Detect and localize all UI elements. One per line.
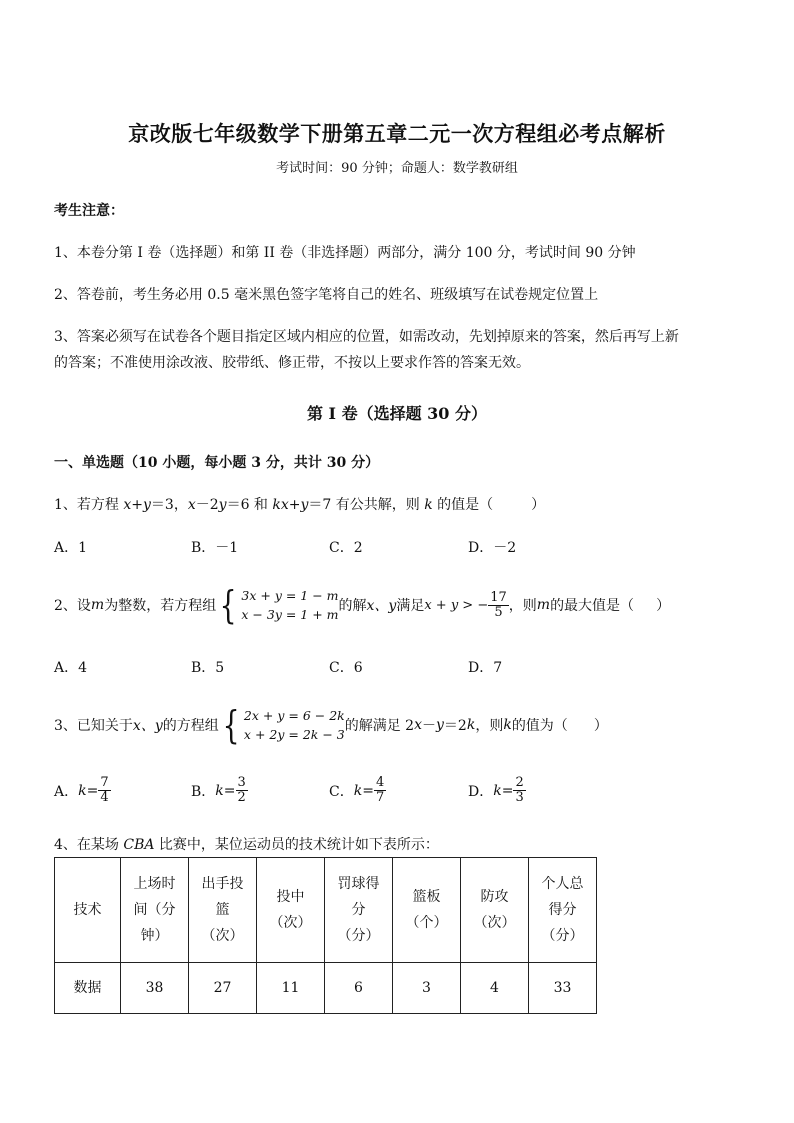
q1-k: k <box>424 497 433 513</box>
q3-option-d[interactable] <box>468 776 526 805</box>
frac-num: 2 <box>515 775 524 790</box>
header-line: 技术 <box>73 902 102 918</box>
table-cell: 27 <box>189 963 257 1014</box>
frac-num: 3 <box>237 775 246 790</box>
notice-item-3-line-2: 的答案；不准使用涂改液、胶带纸、修正带，不按以上要求作答的答案无效。 <box>54 355 530 371</box>
table-cell: 11 <box>257 963 325 1014</box>
q3-equation-system <box>219 703 345 747</box>
q3-option-a[interactable] <box>54 776 111 805</box>
q2-inequality: x + y > − <box>424 597 489 613</box>
document-title: 京改版七年级数学下册第五章二元一次方程组必考点解析 <box>128 121 666 146</box>
document-subtitle: 考试时间：90 分钟；命题人：数学教研组 <box>276 161 518 176</box>
header-cell <box>461 858 529 963</box>
header-line: 钟） <box>140 928 169 944</box>
question-2 <box>54 583 670 627</box>
q2-mid2: 的解 <box>338 598 367 614</box>
q3-mid1: 的方程组 <box>162 718 219 734</box>
question-4 <box>54 834 439 854</box>
option-fraction <box>236 776 248 805</box>
option-label: D． <box>468 783 494 800</box>
q1-close: ） <box>531 497 546 513</box>
q1-option-d[interactable]: D．－2 <box>468 540 517 556</box>
header-line: 篮 <box>215 902 230 918</box>
q3-y: y <box>436 717 444 733</box>
q1-eq1-rest: ＝3， <box>150 497 188 513</box>
header-cell <box>257 858 325 963</box>
option-label: A． <box>54 783 79 800</box>
q1-suffix: 的值是（ <box>432 497 494 513</box>
q1-eq2-mid: －2 <box>195 497 219 513</box>
q2-option-b[interactable]: B．5 <box>191 660 225 676</box>
q3-mid3: － <box>422 718 436 734</box>
table-header-row <box>55 858 597 963</box>
header-cell <box>529 858 597 963</box>
header-line: 防攻 <box>480 889 509 905</box>
header-line: 篮板 <box>412 889 441 905</box>
option-var: k <box>353 782 363 799</box>
q3-mid5: ，则 <box>475 718 504 734</box>
q1-option-a[interactable]: A．1 <box>54 540 88 556</box>
frac-den: 4 <box>100 790 109 805</box>
q2-equation-system <box>216 583 339 627</box>
frac-den: 3 <box>515 790 524 805</box>
frac-num: 7 <box>100 775 109 790</box>
q2-close: ） <box>656 598 671 614</box>
q2-sys-line-1: 3x + y = 1 − m <box>241 588 339 603</box>
option-var: k <box>493 782 502 799</box>
header-line: （次） <box>201 928 244 944</box>
option-fraction <box>513 776 525 805</box>
q2-m: m <box>90 597 105 613</box>
q2-mid3: 满足 <box>396 598 425 614</box>
q1-eq2-rest: ＝6 和 <box>226 497 273 513</box>
header-line: 出手投 <box>201 876 244 892</box>
q2-mid1: 为整数，若方程组 <box>104 598 217 614</box>
q4-prefix: 4、在某场 <box>54 837 124 853</box>
table-cell: 33 <box>529 963 597 1014</box>
q3-sys-line-1: 2x + y = 6 − 2k <box>243 708 345 723</box>
option-var: k <box>215 782 224 799</box>
option-eq: = <box>86 782 99 799</box>
q1-prefix: 1、若方程 <box>54 497 124 513</box>
header-line: 得分 <box>548 902 577 918</box>
frac-num: 4 <box>375 775 385 790</box>
option-fraction <box>374 776 386 805</box>
table-row <box>55 963 597 1014</box>
notice-item-1: 1、本卷分第 I 卷（选择题）和第 II 卷（非选择题）两部分，满分 100 分，考试时间 90 分钟 <box>54 245 636 261</box>
table-cell: 6 <box>325 963 393 1014</box>
q2-m2: m <box>536 597 551 613</box>
option-var: k <box>78 782 87 799</box>
q3-k2: k <box>503 717 512 733</box>
q2-prefix: 2、设 <box>54 598 91 614</box>
table-cell: 3 <box>393 963 461 1014</box>
part-heading: 一、单选题（10 小题，每小题 3 分，共计 30 分） <box>54 455 380 471</box>
q1-eq3-rest: ＝7 有公共解，则 <box>308 497 425 513</box>
q3-sys-line-2: x + 2y = 2k − 3 <box>243 727 345 742</box>
header-line: 投中 <box>276 889 305 905</box>
header-line: （次） <box>473 915 516 931</box>
q1-eq3: kx+y <box>272 497 309 513</box>
option-fraction <box>98 776 110 805</box>
option-eq: = <box>362 782 374 799</box>
q2-frac-den: 5 <box>494 604 503 620</box>
header-line: 分 <box>351 902 366 918</box>
q2-option-a[interactable]: A．4 <box>54 660 88 676</box>
header-line: （分） <box>337 928 380 944</box>
q2-sys-line-2: x − 3y = 1 + m <box>241 607 339 622</box>
header-cell <box>325 858 393 963</box>
frac-den: 7 <box>375 790 385 805</box>
q2-option-d[interactable]: D．7 <box>468 660 503 676</box>
header-line: 间（分 <box>133 902 176 918</box>
table-cell: 38 <box>121 963 189 1014</box>
q3-option-c[interactable] <box>329 776 386 805</box>
q1-option-b[interactable]: B．－1 <box>191 540 239 556</box>
header-line: 个人总 <box>541 876 584 892</box>
header-line: （次） <box>269 915 312 931</box>
frac-den: 2 <box>237 790 246 805</box>
notice-heading: 考生注意： <box>54 203 124 219</box>
stats-table <box>54 857 597 1014</box>
q2-suffix: 的最大值是（ <box>550 598 635 614</box>
q2-frac-num: 17 <box>490 589 507 605</box>
q1-option-c[interactable]: C．2 <box>329 540 363 556</box>
q4-suffix: 比赛中，某位运动员的技术统计如下表所示： <box>154 837 439 853</box>
option-label: B． <box>191 783 216 800</box>
header-line: （分） <box>541 928 584 944</box>
brace-icon: { <box>219 583 237 627</box>
q2-fraction <box>488 591 509 620</box>
brace-icon: { <box>222 703 240 747</box>
header-line: （个） <box>405 915 448 931</box>
q3-mid2: 的解满足 2 <box>344 718 415 734</box>
option-eq: = <box>501 782 514 799</box>
q3-mid4: ＝2 <box>443 718 467 734</box>
section-title: 第 I 卷（选择题 30 分） <box>306 404 488 423</box>
option-eq: = <box>223 782 236 799</box>
q3-x: x <box>414 717 422 733</box>
option-label: C． <box>329 783 354 800</box>
q2-option-c[interactable]: C．6 <box>329 660 363 676</box>
q1-eq2: x <box>187 497 196 513</box>
q3-vars: x、y <box>132 718 163 734</box>
header-line: 上场时 <box>133 876 176 892</box>
question-3 <box>54 703 608 747</box>
header-cell <box>121 858 189 963</box>
table-cell: 4 <box>461 963 529 1014</box>
q2-vars: x、y <box>366 598 397 614</box>
header-cell <box>189 858 257 963</box>
q1-eq1: x+y <box>123 497 151 513</box>
q3-option-b[interactable] <box>191 776 248 805</box>
notice-item-3-line-1: 3、答案必须写在试卷各个题目指定区域内相应的位置，如需改动，先划掉原来的答案，然后再写上新 <box>54 329 679 345</box>
header-cell <box>55 858 121 963</box>
row-label: 数据 <box>55 963 121 1014</box>
q4-cba: CBA <box>123 837 155 853</box>
q3-suffix: 的值为（ <box>511 718 568 734</box>
q1-eq2-var: y <box>218 497 227 513</box>
header-cell <box>393 858 461 963</box>
q3-prefix: 3、已知关于 <box>54 718 133 734</box>
q3-k: k <box>466 717 476 733</box>
header-line: 罚球得 <box>337 876 380 892</box>
q2-mid4: ，则 <box>508 598 537 614</box>
question-1 <box>54 494 545 514</box>
notice-item-2: 2、答卷前，考生务必用 0.5 毫米黑色签字笔将自己的姓名、班级填写在试卷规定位置上 <box>54 287 599 303</box>
q3-close: ） <box>593 718 608 734</box>
